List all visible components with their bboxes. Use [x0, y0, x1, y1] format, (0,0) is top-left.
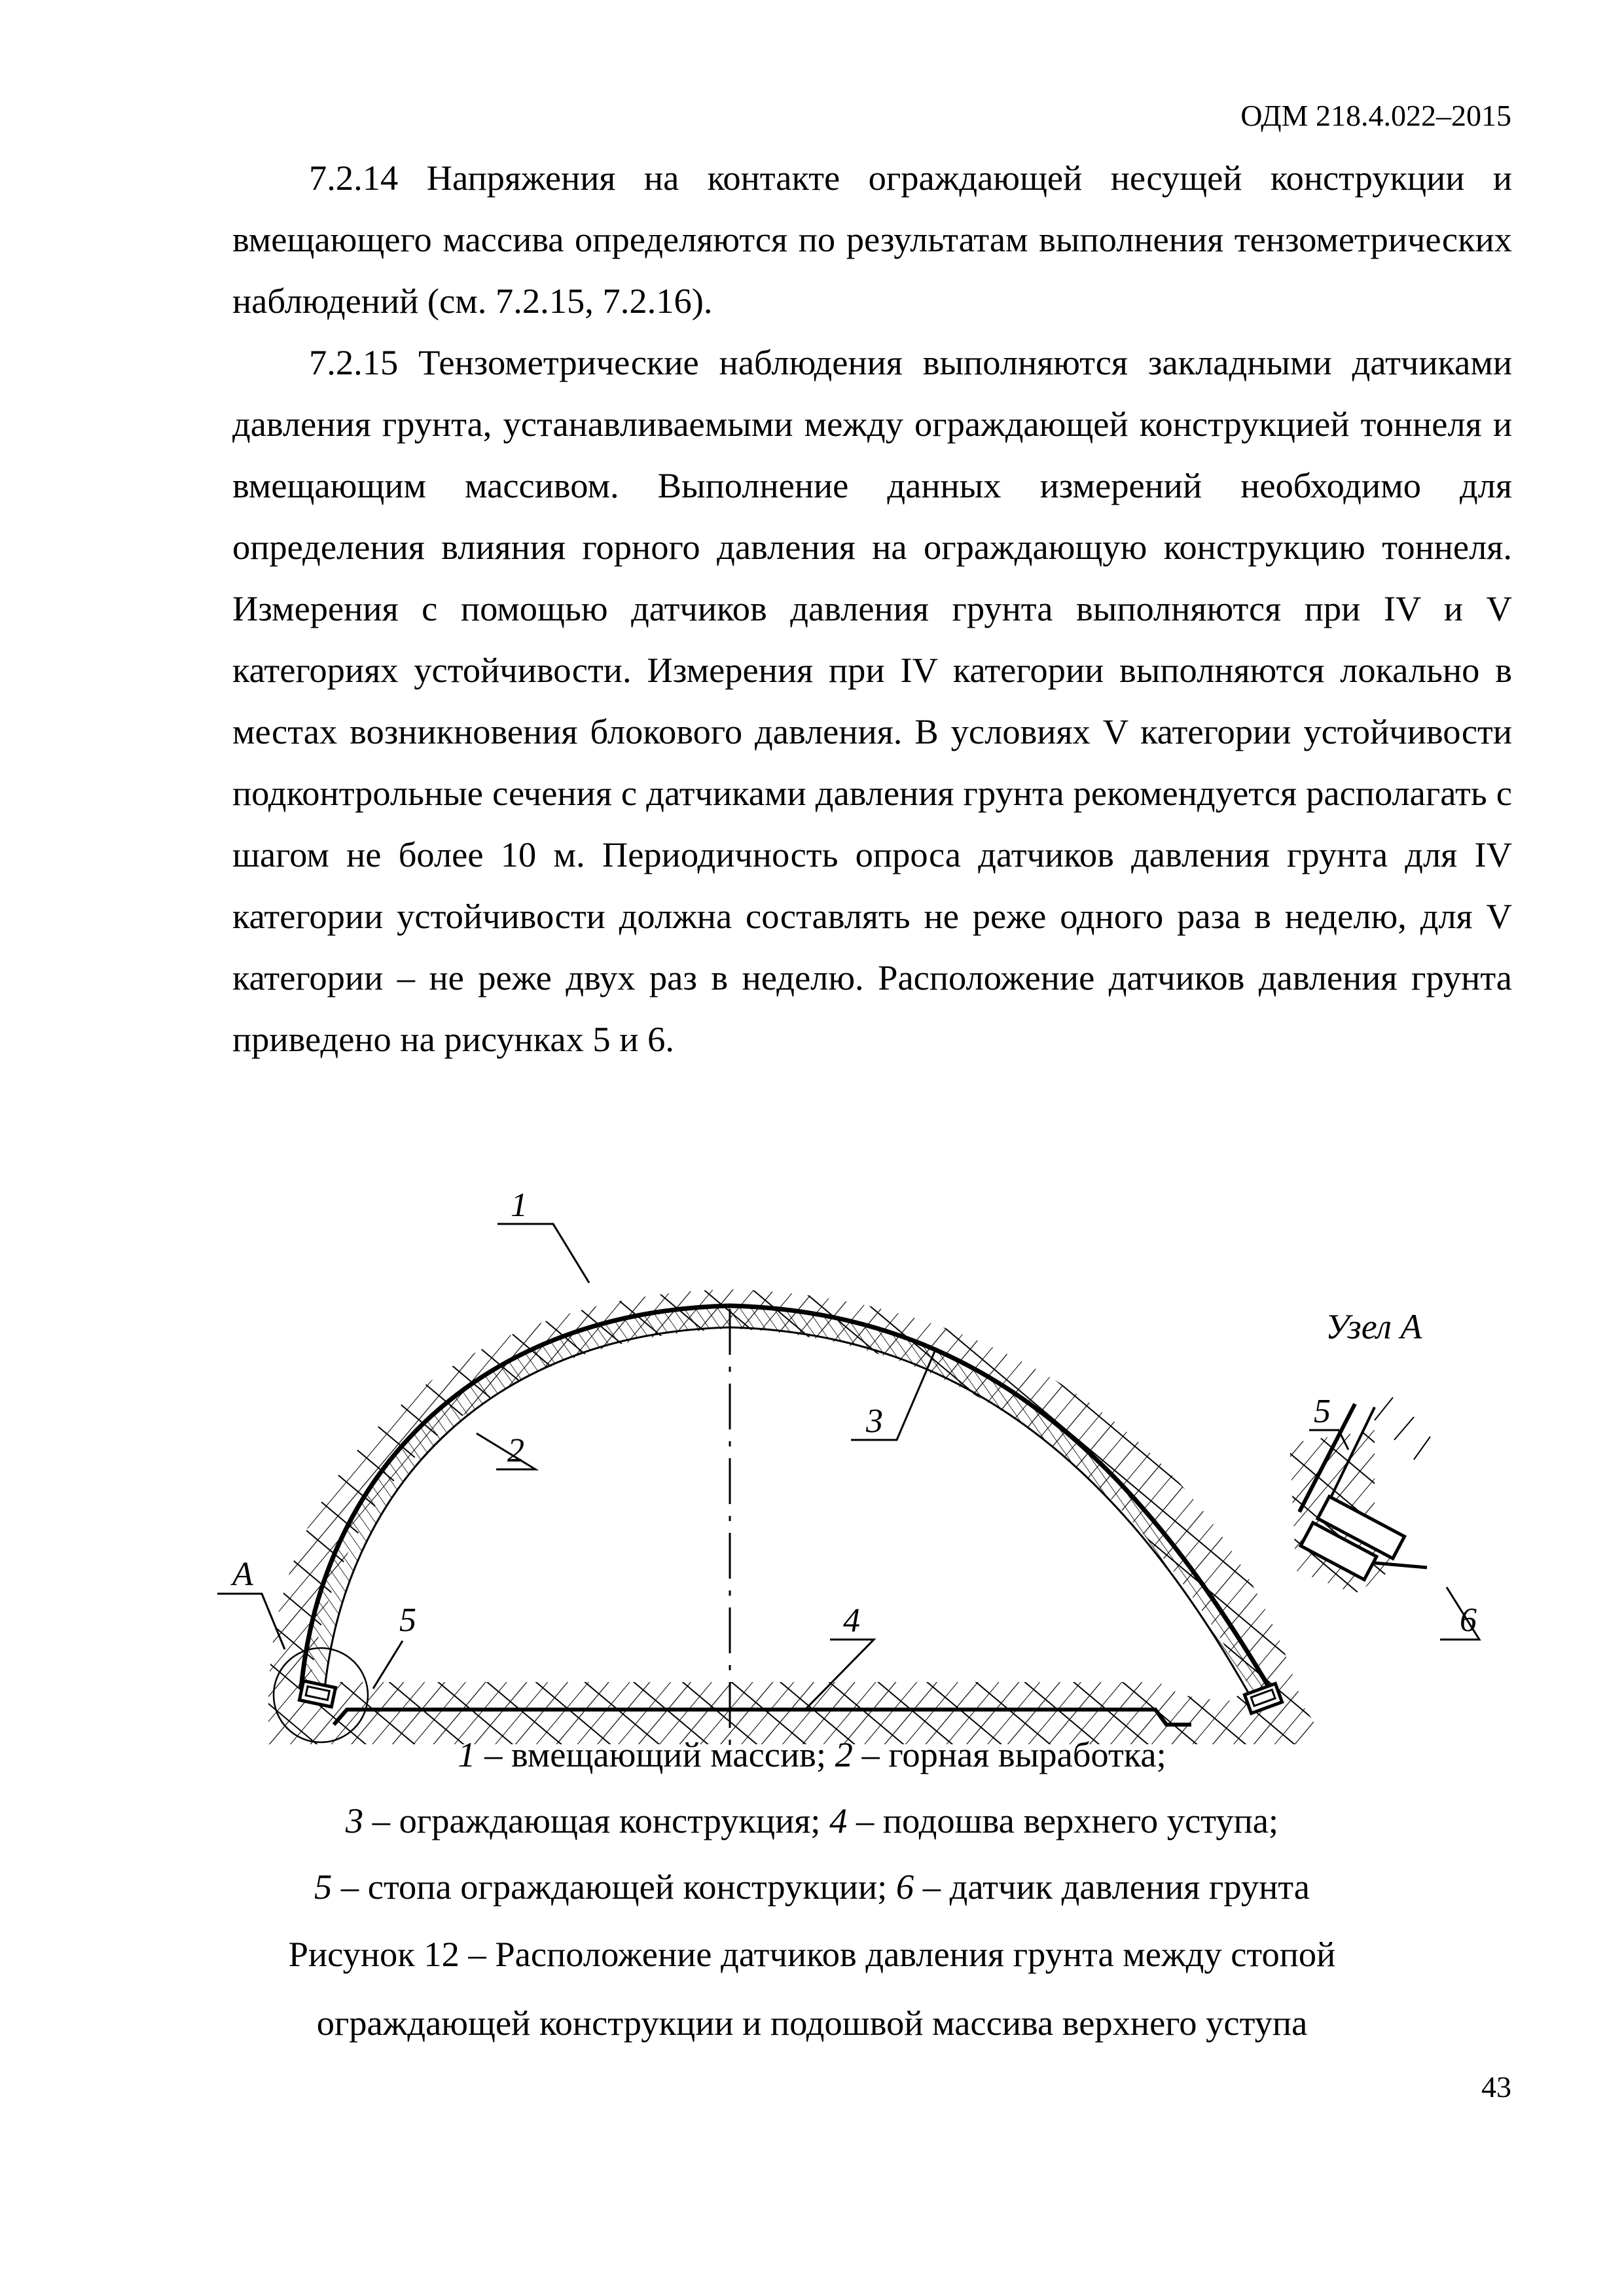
- callout-1: 1: [511, 1187, 528, 1224]
- legend-line-3: 5 – стопа ограждающей конструкции; 6 – датчик давления грунта: [314, 1867, 1310, 1907]
- legend-line-1: 1 – вмещающий массив; 2 – горная выработка;: [458, 1734, 1166, 1774]
- caption-line-1: Рисунок 12 – Расположение датчиков давления грунта между стопой: [288, 1934, 1336, 1974]
- callout-2: 2: [507, 1432, 524, 1469]
- document-code: ОДМ 218.4.022–2015: [1240, 99, 1511, 132]
- figure-caption: [131, 1920, 1493, 2057]
- callout-6: 6: [1460, 1602, 1477, 1639]
- figure-drawing: [196, 1172, 1519, 1761]
- caption-line-2: ограждающей конструкции и подошвой массива верхнего уступа: [316, 2003, 1308, 2043]
- body-text: [232, 147, 1512, 1070]
- callout-5-left: 5: [399, 1602, 416, 1639]
- callout-3: 3: [866, 1403, 883, 1440]
- paragraph-7-2-15: 7.2.15 Тензометрические наблюдения выполняются закладными датчиками давления грунта, устанавливаемыми между ограждающей конструкцией тоннеля и вмещающим массивом. Выполнение данных измерений необходимо для определения влияния горного давления на ограждающую конструкцию тоннеля. Измерения с помощью датчиков давления грунта выполняются при IV и V категориях устойчивости. Измерения при IV категории выполняются локально в местах возникновения блокового давления. В условиях V категории устойчивости подконтрольные сечения с датчиками давления грунта рекомендуется располагать с шагом не более 10 м. Периодичность опроса датчиков давления грунта для IV категории устойчивости должна составлять не реже одного раза в неделю, для V категории – не реже двух раз в неделю. Расположение датчиков давления грунта приведено на рисунках 5 и 6.: [232, 342, 1512, 1059]
- paragraph-7-2-14: 7.2.14 Напряжения на контакте ограждающей несущей конструкции и вмещающего массива определяются по результатам выполнения тензометрических наблюдений (см. 7.2.15, 7.2.16).: [232, 158, 1512, 321]
- page-number: 43: [1481, 2070, 1511, 2104]
- callout-4: 4: [843, 1602, 860, 1640]
- legend-line-2: 3 – ограждающая конструкция; 4 – подошва верхнего уступа;: [345, 1801, 1279, 1840]
- callout-5-detail: 5: [1314, 1393, 1331, 1430]
- figure-legend: [131, 1721, 1493, 1920]
- detail-node-a: [1257, 1397, 1479, 1640]
- callout-node-a: А: [232, 1556, 253, 1593]
- detail-title: Узел А: [1326, 1307, 1422, 1346]
- tunnel-cross-section-figure: [196, 1172, 1519, 1761]
